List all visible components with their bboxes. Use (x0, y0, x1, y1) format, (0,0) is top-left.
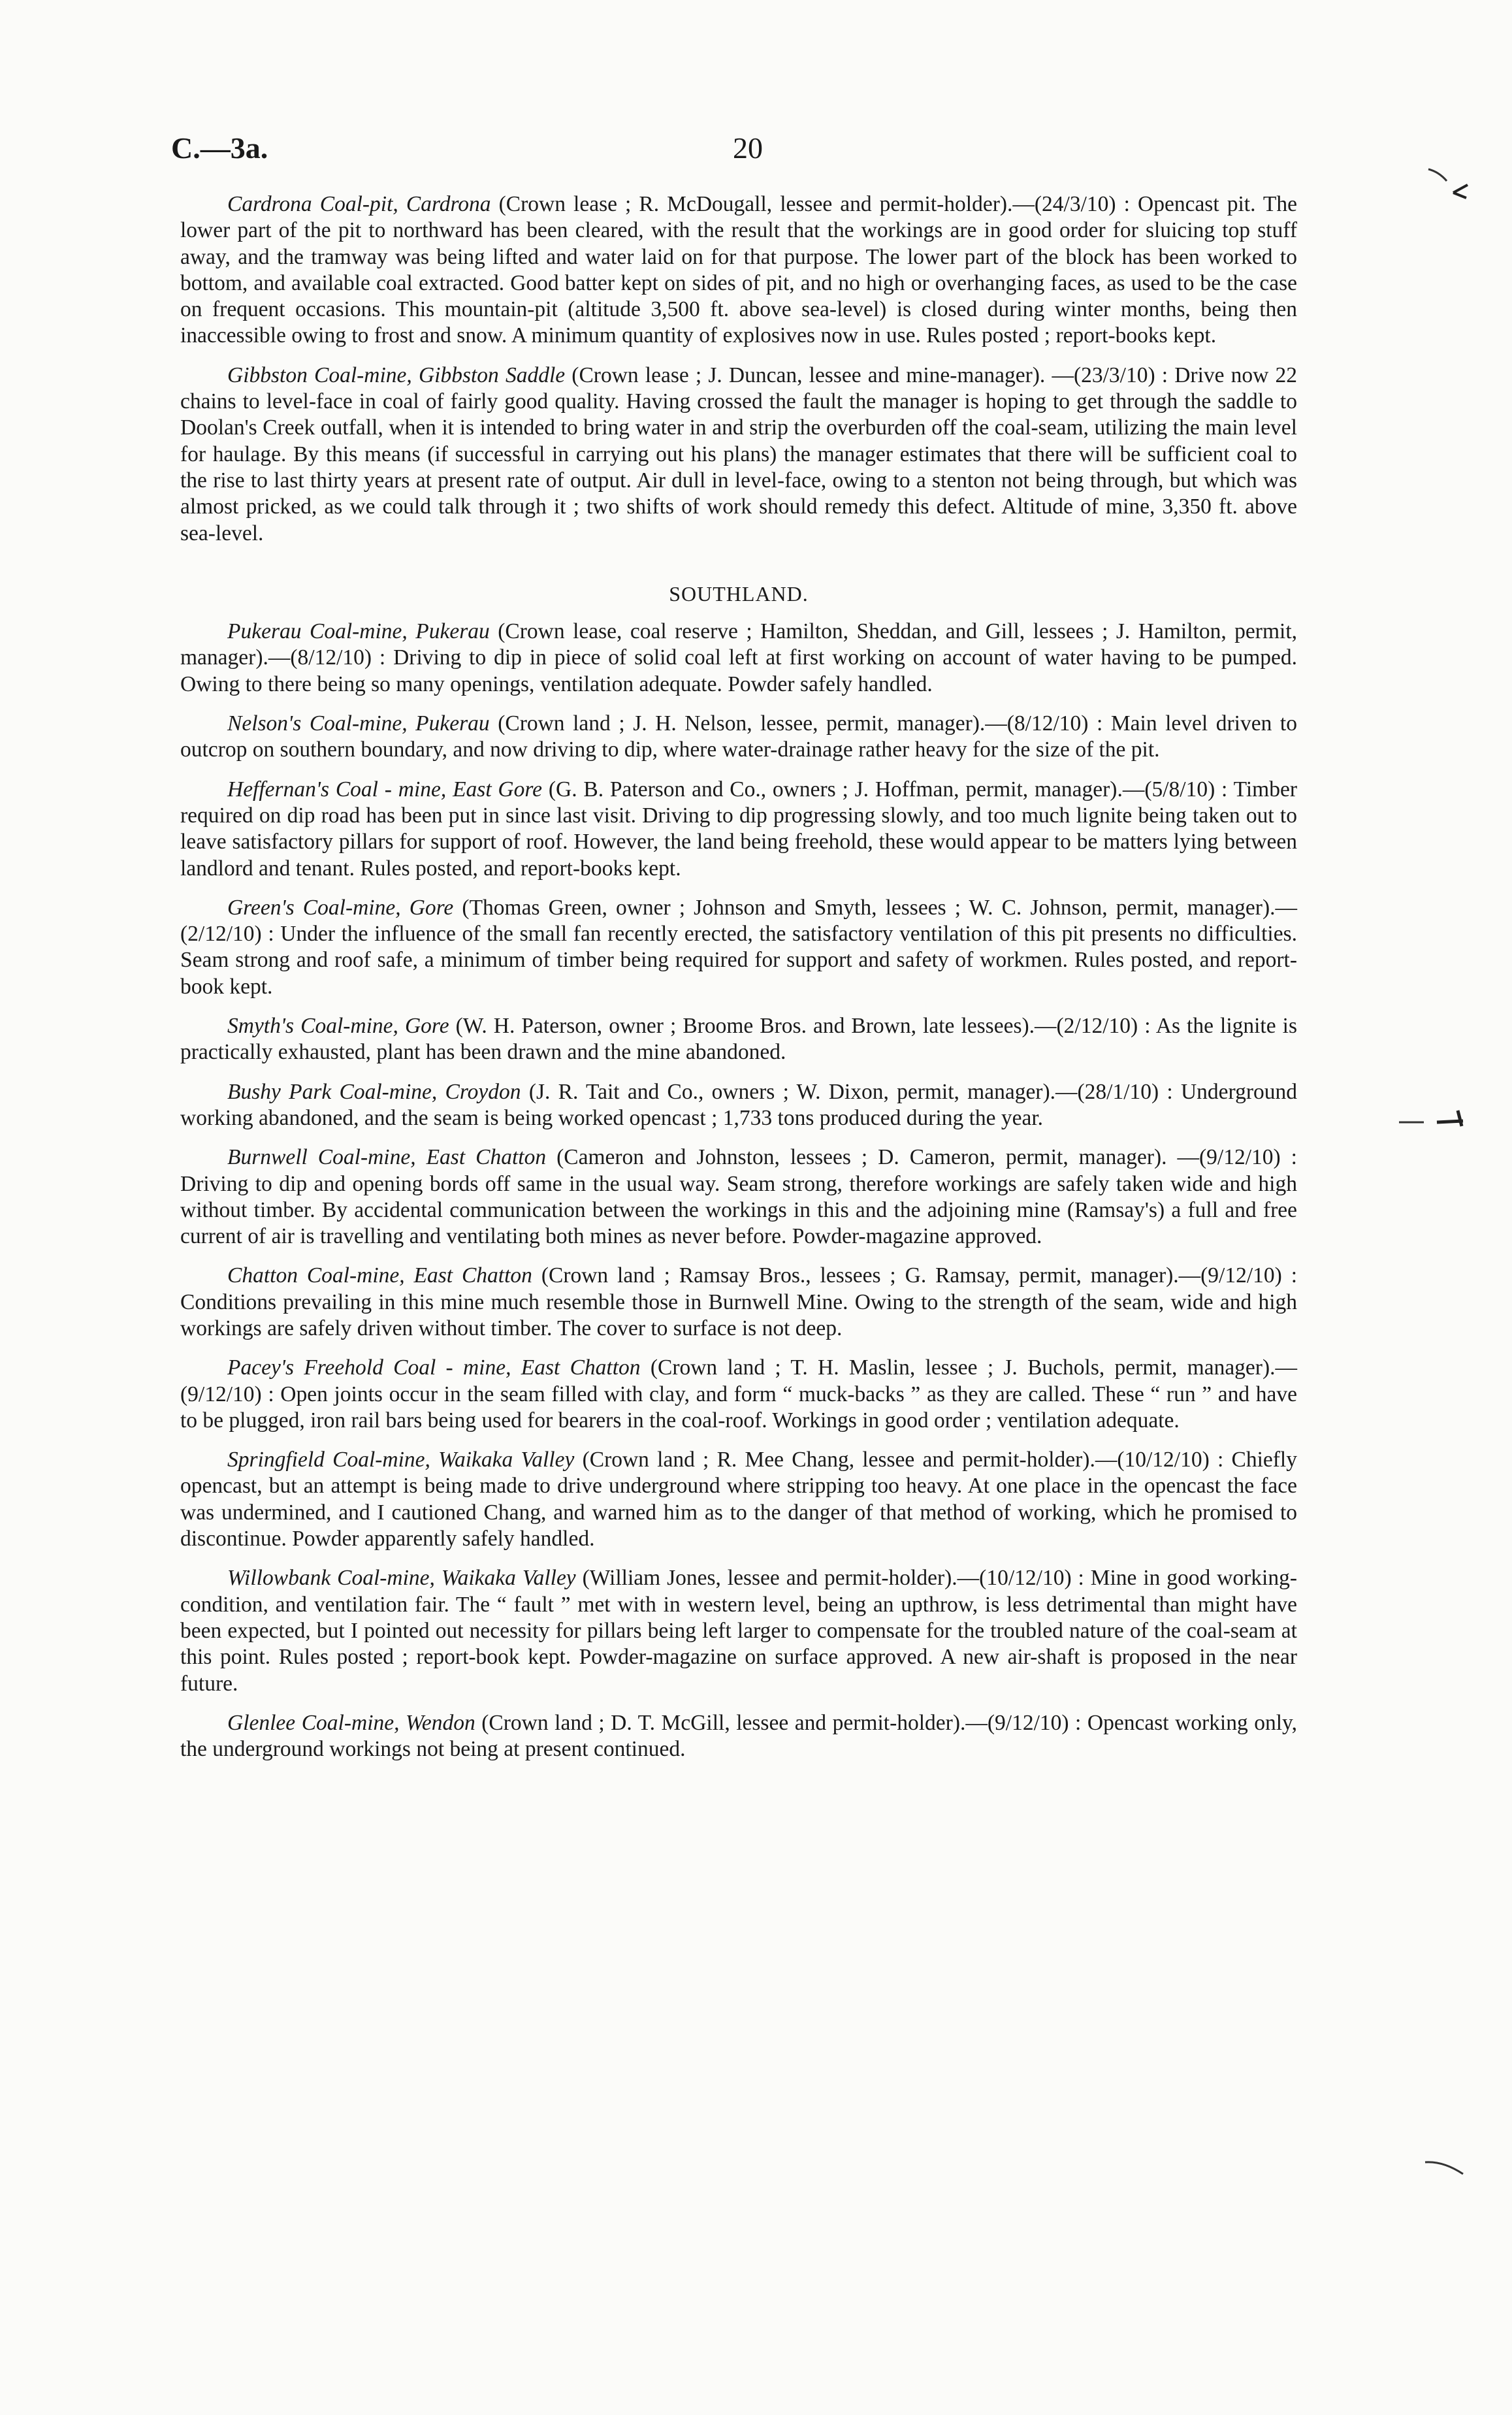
entry-pukerau (180, 619, 1297, 698)
entry-title: Cardrona Coal-pit, Cardrona (227, 192, 491, 216)
report-body (180, 191, 1297, 1775)
margin-mark-middle (1398, 1104, 1470, 1137)
entry-title: Green's Coal-mine, Gore (227, 895, 454, 920)
entry-smyths (180, 1013, 1297, 1066)
entry-text: (Crown land ; T. H. Maslin, lessee ; J. Buchols, permit, manager).—(9/12/10) : Open joints occur in the seam filled with clay, and form “ muck-backs ” as they are called. These “ run ” and have to be plugged, iron rail bars being used for bearers in the coal-roof. Workings in good order ; ventilation adequate. (180, 1355, 1297, 1433)
entry-paceys (180, 1355, 1297, 1434)
entry-title: Springfield Coal-mine, Waikaka Valley (227, 1448, 575, 1472)
entry-willowbank (180, 1565, 1297, 1696)
document-reference: C.—3a. (171, 131, 268, 165)
entry-title: Heffernan's Coal - mine, East Gore (227, 777, 543, 802)
entry-title: Gibbston Coal-mine, Gibbston Saddle (227, 363, 566, 387)
entry-text: (Crown lease, coal reserve ; Hamilton, Sheddan, and Gill, lessees ; J. Hamilton, permit, manager).—(8/12/10) : Driving to dip in piece of solid coal left at first working on account of water having to be pumped. Owing to there being so many openings, ventilation adequate. Powder safely handled. (180, 619, 1297, 696)
entry-title: Bushy Park Coal-mine, Croydon (227, 1079, 521, 1104)
page-header (171, 131, 1321, 176)
entry-title: Chatton Coal-mine, East Chatton (227, 1263, 532, 1288)
entry-text: (J. R. Tait and Co., owners ; W. Dixon, permit, manager).—(28/1/10) : Underground working abandoned, and the seam is being worked opencast ; 1,733 tons produced during the year. (180, 1079, 1298, 1130)
page-number: 20 (733, 131, 763, 165)
entry-greens (180, 895, 1297, 1000)
entry-text: (Thomas Green, owner ; Johnson and Smyth, lessees ; W. C. Johnson, permit, manager).—(2/12/10) : Under the influence of the small fan recently erected, the satisfactory ventilation of this pit presents no difficulties. Seam strong and roof safe, a minimum of timber being required for support and safety of workmen. Rules posted, and report-book kept. (180, 895, 1297, 999)
entry-title: Willowbank Coal-mine, Waikaka Valley (227, 1566, 576, 1591)
entry-title: Pacey's Freehold Coal - mine, East Chatton (227, 1355, 641, 1380)
entry-title: Nelson's Coal-mine, Pukerau (227, 711, 490, 736)
entry-text: (Crown lease ; J. Duncan, lessee and mine-manager). —(23/3/10) : Drive now 22 chains to level-face in coal of fairly good quality. Having crossed the fault the manager is hoping to get through the saddle to Doolan's Creek outfall, when it is intended to bring water in and strip the overburden off the coal-seam, utilizing the main level for haulage. By this means (if successful in carrying out his plans) the manager estimates that there will be sufficient coal to the rise to last thirty years at present rate of output. Air dull in level-face, owing to a stenton not being through, but which was almost pricked, as we could talk through it ; two shifts of work should remedy this defect. Altitude of mine, 3,350 ft. above sea-level. (180, 363, 1298, 545)
entry-text: (Crown land ; Ramsay Bros., lessees ; G. Ramsay, permit, manager).—(9/12/10) : Conditions prevailing in this mine much resemble those in Burnwell Mine. Owing to the strength of the seam, wide and high workings are safely driven without timber. The cover to surface is not deep. (180, 1263, 1298, 1340)
margin-mark-top (1427, 167, 1473, 219)
section-heading-southland: SOUTHLAND. (669, 581, 809, 606)
entry-text: (Crown lease ; R. McDougall, lessee and permit-holder).—(24/3/10) : Opencast pit. The lower part of the pit to northward has been cleared, with the result that the workings are in good order for sluicing top stuff away, and the tramway was being lifted and water laid on for that purpose. The lower part of the block has been worked to bottom, and available coal extracted. Good batter kept on sides of pit, and no high or overhanging faces, as used to be the case on frequent occasions. This mountain-pit (altitude 3,500 ft. above sea-level) is closed during winter months, being then inaccessible owing to frost and snow. A minimum quantity of explosives now in use. Rules posted ; report-books kept. (180, 192, 1297, 348)
entry-springfield (180, 1447, 1297, 1552)
entry-text: (Crown land ; D. T. McGill, lessee and permit-holder).—(9/12/10) : Opencast working only, the underground workings not being at present continued. (180, 1710, 1298, 1762)
entry-text: (Crown land ; J. H. Nelson, lessee, permit, manager).—(8/12/10) : Main level driven to outcrop on southern boundary, and now driving to dip, where water-drainage rather heavy for the size of the pit. (180, 711, 1297, 762)
entry-heffernans (180, 777, 1297, 882)
entry-glenlee (180, 1710, 1297, 1763)
entry-chatton (180, 1263, 1297, 1342)
entry-title: Pukerau Coal-mine, Pukerau (227, 619, 490, 644)
margin-mark-bottom (1424, 2156, 1470, 2182)
entry-text: (Cameron and Johnston, lessees ; D. Cameron, permit, manager). —(9/12/10) : Driving to dip and opening bords off same in the usual way. Seam strong, therefore workings are safely taken wide and high without timber. By accidental communication between the workings in this and the adjoining mine (Ramsay's) a full and free current of air is travelling and ventilating both mines as never before. Powder-magazine approved. (180, 1145, 1297, 1249)
entry-title: Glenlee Coal-mine, Wendon (227, 1710, 475, 1735)
entry-text: (William Jones, lessee and permit-holder).—(10/12/10) : Mine in good working-condition, and ventilation fair. The “ fault ” met with in western level, being an upthrow, is less detrimental than might have been expected, but I pointed out necessity for pillars being left larger to compensate for the troubled nature of the coal-seam at this point. Rules posted ; report-book kept. Powder-magazine on surface approved. A new air-shaft is proposed in the near future. (180, 1566, 1297, 1696)
entry-bushy-park (180, 1079, 1297, 1132)
entry-text: (W. H. Paterson, owner ; Broome Bros. and Brown, late lessees).—(2/12/10) : As the lignite is practically exhausted, plant has been drawn and the mine abandoned. (180, 1014, 1298, 1065)
entry-text: (Crown land ; R. Mee Chang, lessee and permit-holder).—(10/12/10) : Chiefly opencast, but an attempt is being made to drive underground where stripping too heavy. At one place in the opencast the face was undermined, and I cautioned Chang, and warned him as to the danger of that method of working, which he promised to discontinue. Powder apparently safely handled. (180, 1448, 1297, 1551)
entry-cardrona (180, 191, 1297, 349)
entry-nelsons (180, 711, 1297, 764)
entry-title: Smyth's Coal-mine, Gore (227, 1014, 449, 1039)
entry-text: (G. B. Paterson and Co., owners ; J. Hoffman, permit, manager).—(5/8/10) : Timber required on dip road has been put in since last visit. Driving to dip progressing slowly, and too much lignite being taken out to leave satisfactory pillars for support of roof. However, the land being freehold, these would appear to be matters lying between landlord and tenant. Rules posted, and report-books kept. (180, 777, 1297, 881)
entry-title: Burnwell Coal-mine, East Chatton (227, 1145, 547, 1170)
entry-burnwell (180, 1144, 1297, 1250)
entry-gibbston (180, 363, 1297, 547)
